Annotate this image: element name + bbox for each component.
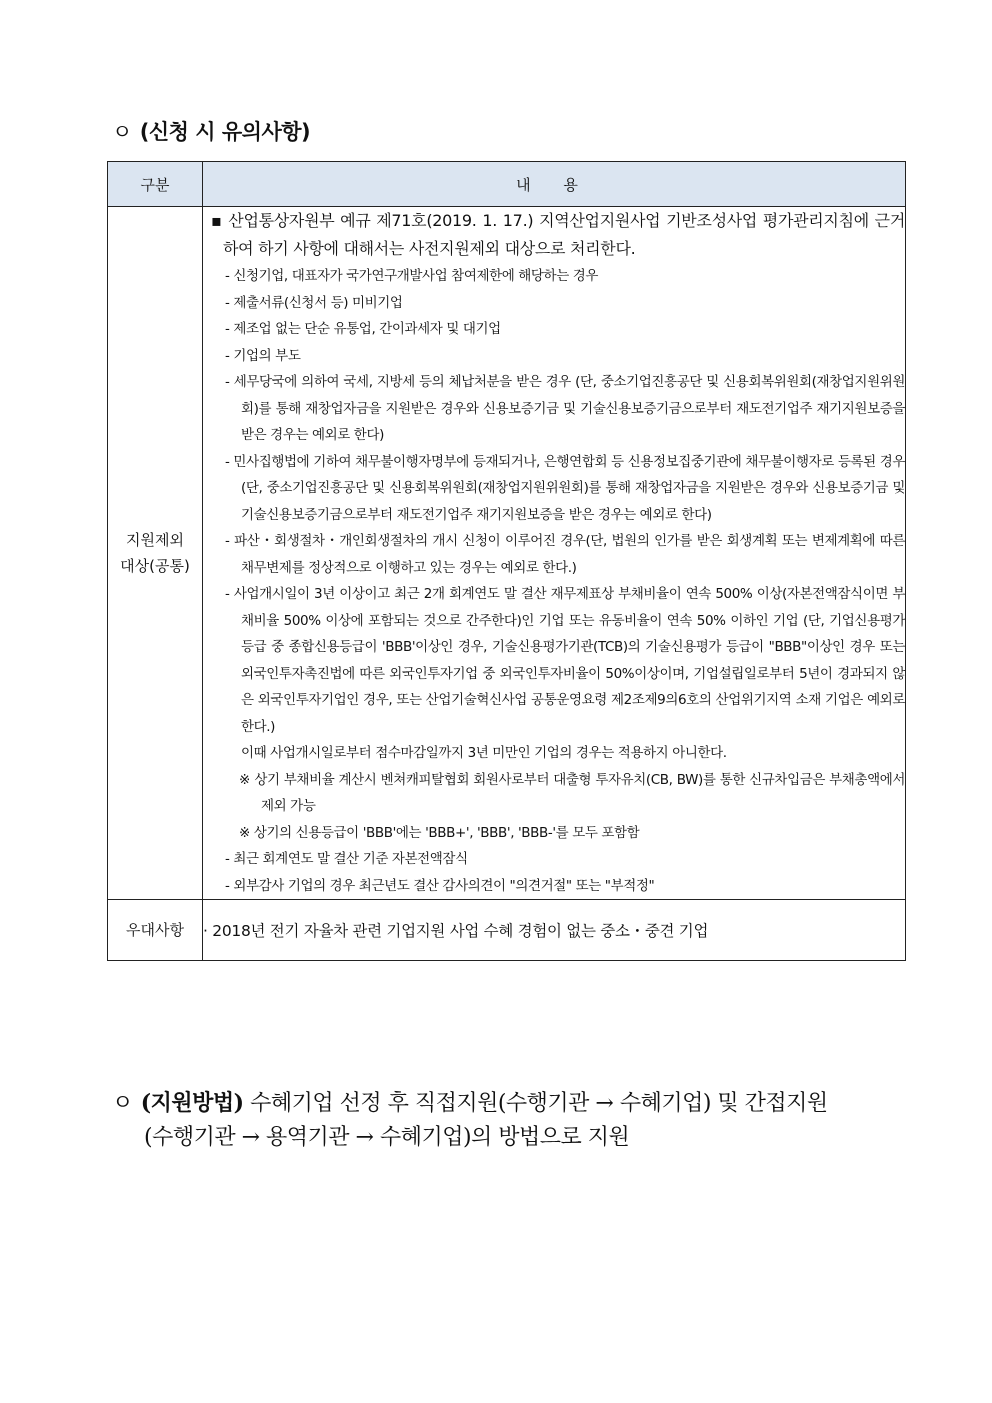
exclusion-label [108,207,203,900]
exclusion-lead: ▪ 산업통상자원부 예규 제71호(2019. 1. 17.) 지역산업지원사업 기반조성사업 평가관리지침에 근거하여 하기 사항에 대해서는 사전지원제외 대상으로 처리한다. [211,211,905,258]
exclusion-note: ※ 상기 부채비율 계산시 벤쳐캐피탈협회 회원사로부터 대출형 투자유치(CB, BW)를 통한 신규차입금은 부채총액에서 제외 가능 [239,771,905,814]
exclusion-item: - 제출서류(신청서 등) 미비기업 [225,294,403,311]
table-row-exclusions [108,207,906,900]
exclusion-label-line2: 대상(공통) [120,557,190,575]
exclusion-item: - 기업의 부도 [225,347,301,364]
table-row-preferences [108,900,906,961]
exclusion-label-line1: 지원제외 [126,531,184,549]
exclusion-item: - 외부감사 기업의 경우 최근년도 결산 감사의견이 "의견거절" 또는 "부적정" [225,877,655,894]
table-header-row [108,162,906,207]
exclusion-item: - 사업개시일이 3년 이상이고 최근 2개 회계연도 말 결산 재무제표상 부채비율이 연속 500% 이상(자본전액잠식이면 부채비율 500% 이상에 포함되는 것으로 간주한다)인 기업 또는 유동비율이 연속 50% 이하인 기업 (단, 기업신용평가등급 중 종합신용등급이 'BBB'이상인 경우, 기술신용평가기관(TCB)의 기술신용평가 등급이 "BBB"이상인 경우 또는 외국인투자촉진법에 따른 외국인투자기업 중 외국인투자비율이 50%이상이며, 기업설립일로부터 5년이 경과되지 않은 외국인투자기업인 경우, 또는 산업기술혁신사업 공통운영요령 제2조제9의6호의 산업위기지역 소재 기업은 예외로 한다.) [225,586,905,735]
preference-content: · 2018년 전기 자율차 관련 기업지원 사업 수혜 경험이 없는 중소・중견 기업 [203,900,906,961]
method-text-line2: (수행기관 → 용역기관 → 수혜기업)의 방법으로 지원 [144,1125,630,1150]
heading-bullet: ㅇ [112,120,132,144]
exclusion-note: ※ 상기의 신용등급이 'BBB'에는 'BBB+', 'BBB', 'BBB-'를 모두 포함함 [239,824,640,841]
method-title: (지원방법) [140,1090,244,1116]
heading-title: (신청 시 유의사항) [139,120,311,144]
support-method-paragraph [112,1086,904,1155]
exclusion-item: - 민사집행법에 기하여 채무불이행자명부에 등재되거나, 은행연합회 등 신용정보집중기관에 채무불이행자로 등록된 경우 (단, 중소기업진흥공단 및 신용회복위원회(재창업지원위원회)를 통해 재창업자금을 지원받은 경우와 신용보증기금 및 기술신용보증기금으로부터 재도전기업주 재기지원보증을 받은 경우는 예외로 한다) [225,453,905,523]
exclusion-item: - 신청기업, 대표자가 국가연구개발사업 참여제한에 해당하는 경우 [225,268,599,284]
support-method-line1 [112,1086,904,1121]
method-bullet: ㅇ [112,1091,133,1116]
method-text-line1: 수혜기업 선정 후 직접지원(수행기관 → 수혜기업) 및 간접지원 [243,1091,828,1116]
exclusion-item: - 제조업 없는 단순 유통업, 간이과세자 및 대기업 [225,321,501,337]
header-content: 내 용 [203,162,906,207]
exclusion-item: - 파산・회생절차・개인회생절차의 개시 신청이 이루어진 경우(단, 법원의 인가를 받은 회생계획 또는 변제계획에 따른 채무변제를 정상적으로 이행하고 있는 경우는 예외로 한다.) [225,533,905,576]
restrictions-table [107,161,906,961]
exclusion-content [203,207,906,900]
exclusion-item: - 최근 회계연도 말 결산 기준 자본전액잠식 [225,851,468,867]
header-category: 구분 [108,162,203,207]
exclusion-continuation: 이때 사업개시일로부터 점수마감일까지 3년 미만인 기업의 경우는 적용하지 아니한다. [241,745,727,761]
exclusion-item: - 세무당국에 의하여 국세, 지방세 등의 체납처분을 받은 경우 (단, 중소기업진흥공단 및 신용회복위원회(재창업지원위원회)를 통해 재창업자금을 지원받은 경우와 신용보증기금 및 기술신용보증기금으로부터 재도전기업주 재기지원보증을 받은 경우는 예외로 한다) [225,374,905,443]
section-heading [112,116,310,146]
preference-label: 우대사항 [108,900,203,961]
